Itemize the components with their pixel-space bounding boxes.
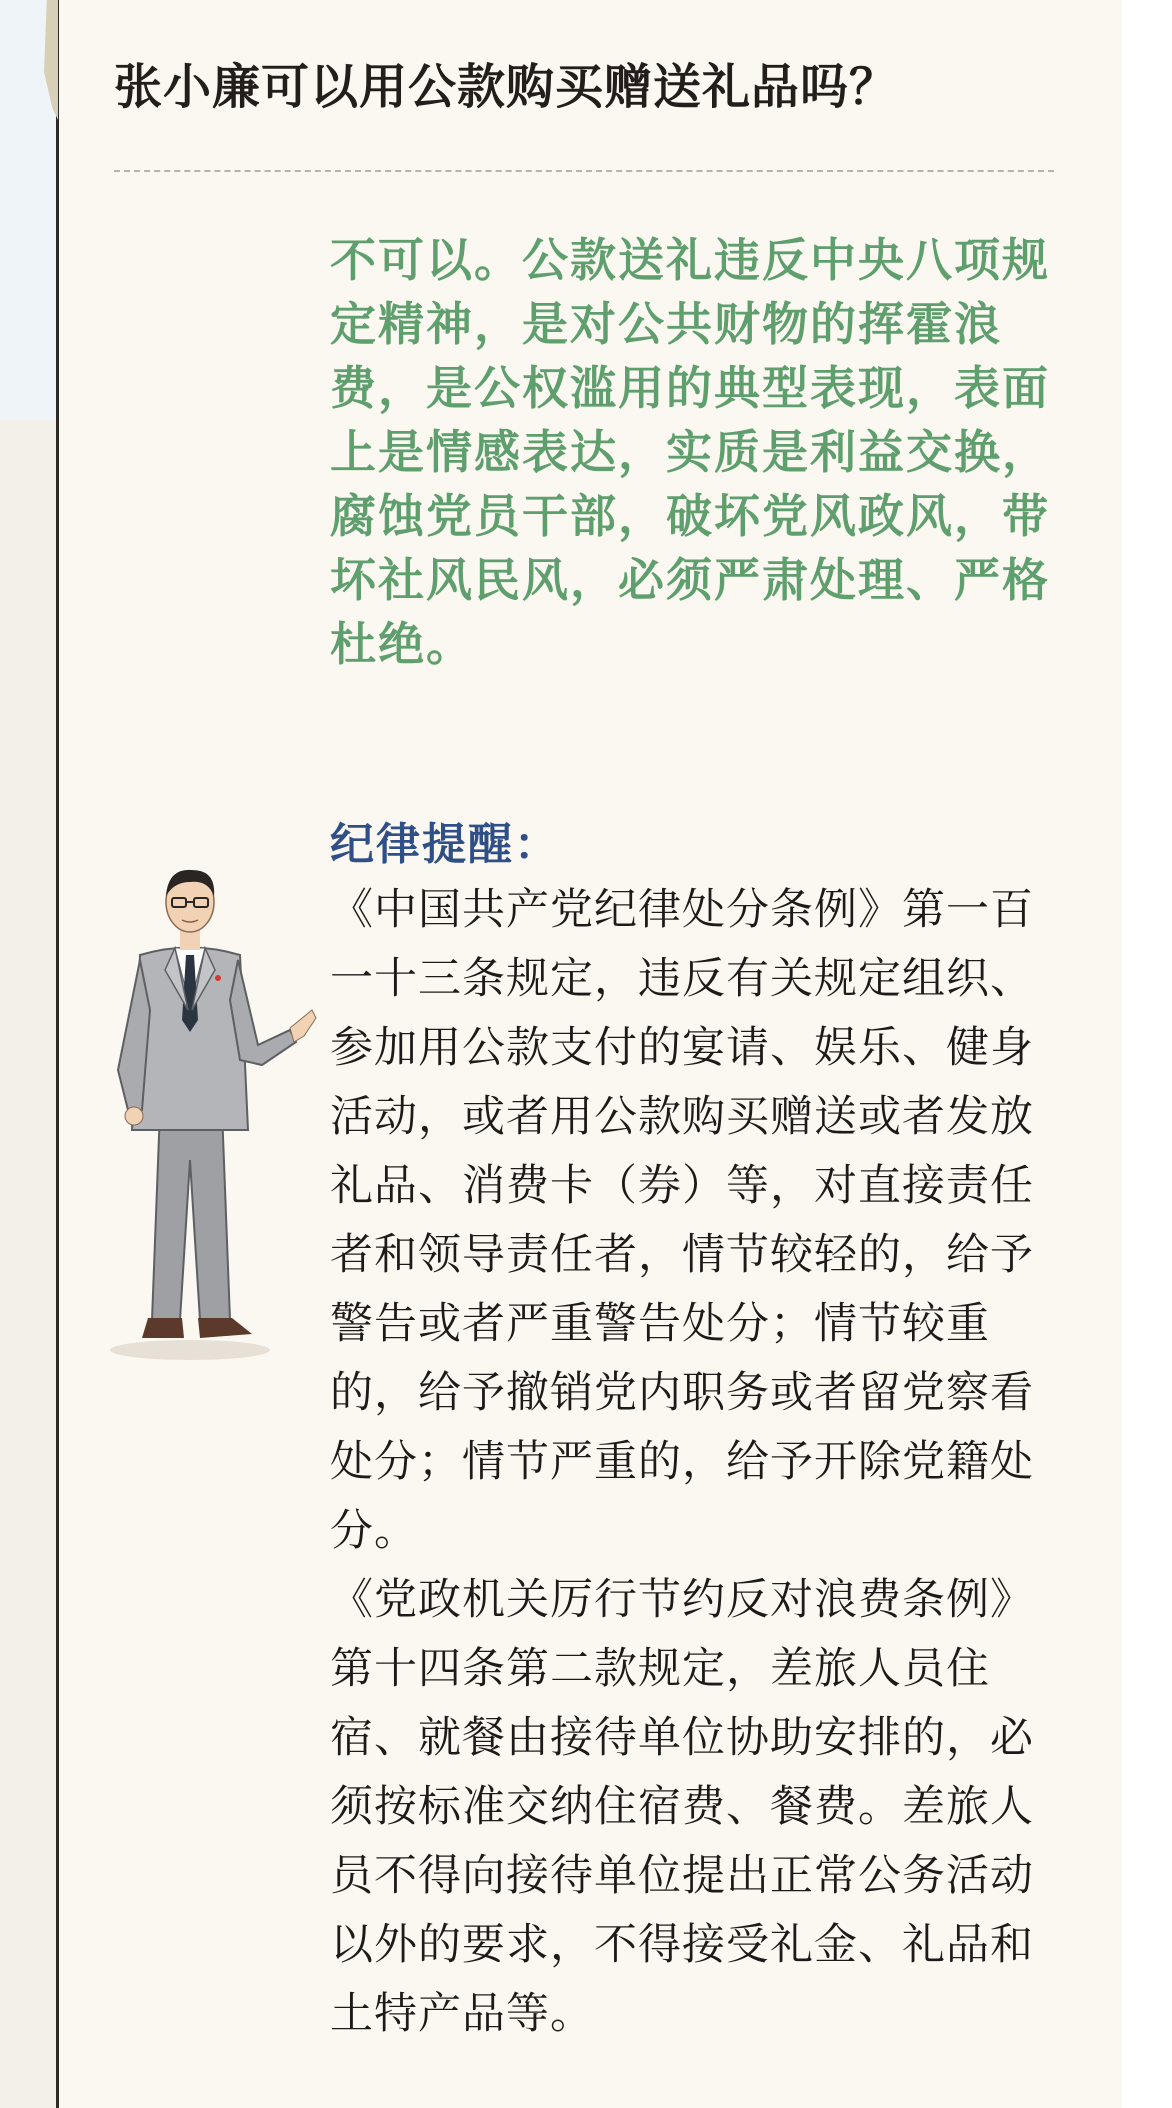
dashed-divider — [114, 170, 1054, 172]
presenter-man-illustration — [90, 860, 320, 1370]
reminder-title: 纪律提醒： — [330, 819, 560, 870]
reminder-body — [330, 876, 1060, 2049]
right-background-strip — [1122, 0, 1172, 2108]
reminder-paragraph: 《党政机关厉行节约反对浪费条例》第十四条第二款规定，差旅人员住宿、就餐由接待单位协助安排的，必须按标准交纳住宿费、餐费。差旅人员不得向接待单位提出正常公务活动以外的要求，不得接受礼金、礼品和土特产品等。 — [330, 1575, 1034, 2039]
question-title: 张小廉可以用公款购买赠送礼品吗？ — [114, 59, 899, 115]
answer-text: 不可以。公款送礼违反中央八项规定精神，是对公共财物的挥霍浪费，是公权滥用的典型表现，表面上是情感表达，实质是利益交换，腐蚀党员干部，破坏党风政风，带坏社风民风，必须严肃处理、严格杜绝。 — [330, 233, 1050, 671]
reminder-paragraph: 《中国共产党纪律处分条例》第一百一十三条规定，违反有关规定组织、参加用公款支付的宴请、娱乐、健身活动，或者用公款购买赠送或者发放礼品、消费卡（券）等，对直接责任者和领导责任者，情节较轻的，给予警告或者严重警告处分；情节较重的，给予撤销党内职务或者留党察看处分；情节严重的，给予开除党籍处分。 — [330, 885, 1034, 1556]
